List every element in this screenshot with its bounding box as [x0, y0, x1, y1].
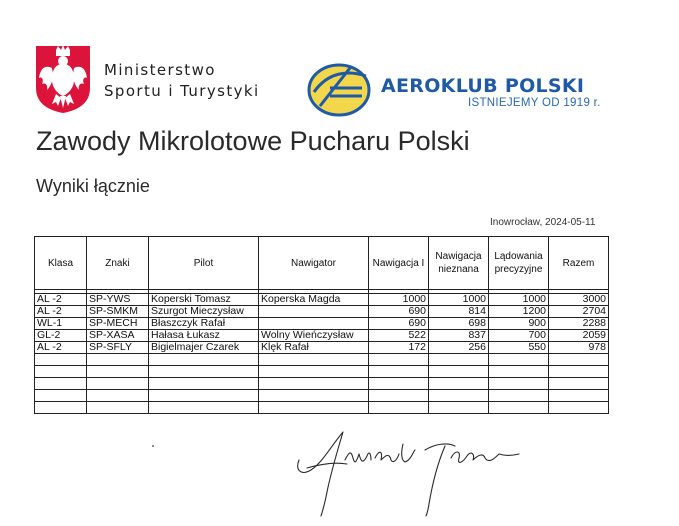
results-table: [34, 236, 609, 414]
column-header: Lądowania precyzyjne: [489, 237, 549, 290]
empty-row: [35, 366, 609, 378]
cell-landings: 900: [489, 318, 549, 330]
column-header: Nawigacja I: [369, 237, 429, 290]
cell-class: GL-2: [35, 330, 87, 342]
cell-navigator: Klęk Rafał: [259, 342, 369, 354]
cell-class: AL -2: [35, 306, 87, 318]
cell-navigation-1: 690: [369, 318, 429, 330]
empty-row: [35, 354, 609, 366]
handwritten-signature: [285, 420, 535, 520]
cell-total: 2059: [549, 330, 609, 342]
cell-navigation-1: 1000: [369, 294, 429, 306]
polish-emblem-icon: [34, 44, 92, 114]
cell-navigator: Wolny Wieńczysław: [259, 330, 369, 342]
document-subtitle: Wyniki łącznie: [36, 176, 150, 196]
cell-navigation-unknown: 837: [429, 330, 489, 342]
cell-class: AL -2: [35, 294, 87, 306]
aeroklub-logo-icon: [306, 62, 372, 118]
cell-registration: SP-MECH: [87, 318, 149, 330]
cell-pilot: Koperski Tomasz: [149, 294, 259, 306]
cell-pilot: Bigielmajer Czarek: [149, 342, 259, 354]
cell-registration: SP-SFLY: [87, 342, 149, 354]
cell-class: AL -2: [35, 342, 87, 354]
cell-total: 3000: [549, 294, 609, 306]
cell-landings: 700: [489, 330, 549, 342]
cell-navigation-unknown: 814: [429, 306, 489, 318]
cell-navigator: Koperska Magda: [259, 294, 369, 306]
table-row: [35, 306, 609, 318]
cell-navigation-unknown: 256: [429, 342, 489, 354]
ministry-name: [104, 60, 260, 102]
cell-landings: 550: [489, 342, 549, 354]
ministry-line-2: Sportu i Turystyki: [104, 82, 260, 100]
ministry-line-1: Ministerstwo: [104, 61, 216, 79]
aeroklub-name: AEROKLUB POLSKI: [381, 75, 585, 97]
table-header-row: [35, 237, 609, 290]
table-row: [35, 342, 609, 354]
cell-navigation-unknown: 698: [429, 318, 489, 330]
cell-pilot: Szurgot Mieczysław: [149, 306, 259, 318]
column-header: Pilot: [149, 237, 259, 290]
empty-row: [35, 402, 609, 414]
table-row: [35, 318, 609, 330]
table-row: [35, 330, 609, 342]
table-row: [35, 294, 609, 306]
column-header: Nawigacja nieznana: [429, 237, 489, 290]
empty-row: [35, 378, 609, 390]
cell-pilot: Hałasa Łukasz: [149, 330, 259, 342]
stray-mark: [152, 445, 154, 447]
cell-landings: 1000: [489, 294, 549, 306]
column-header: Znaki: [87, 237, 149, 290]
cell-total: 2288: [549, 318, 609, 330]
cell-registration: SP-SMKM: [87, 306, 149, 318]
document-title: Zawody Mikrolotowe Pucharu Polski: [36, 126, 470, 156]
cell-registration: SP-YWS: [87, 294, 149, 306]
column-header: Klasa: [35, 237, 87, 290]
empty-row: [35, 390, 609, 402]
place-date: Inowrocław, 2024-05-11: [490, 217, 596, 228]
cell-total: 978: [549, 342, 609, 354]
cell-navigation-1: 522: [369, 330, 429, 342]
cell-navigation-1: 690: [369, 306, 429, 318]
cell-pilot: Błaszczyk Rafał: [149, 318, 259, 330]
cell-navigation-1: 172: [369, 342, 429, 354]
cell-total: 2704: [549, 306, 609, 318]
cell-navigation-unknown: 1000: [429, 294, 489, 306]
aeroklub-tagline: ISTNIEJEMY OD 1919 r.: [468, 97, 601, 109]
cell-registration: SP-XASA: [87, 330, 149, 342]
cell-navigator: [259, 306, 369, 318]
cell-navigator: [259, 318, 369, 330]
column-header: Nawigator: [259, 237, 369, 290]
column-header: Razem: [549, 237, 609, 290]
cell-landings: 1200: [489, 306, 549, 318]
cell-class: WL-1: [35, 318, 87, 330]
